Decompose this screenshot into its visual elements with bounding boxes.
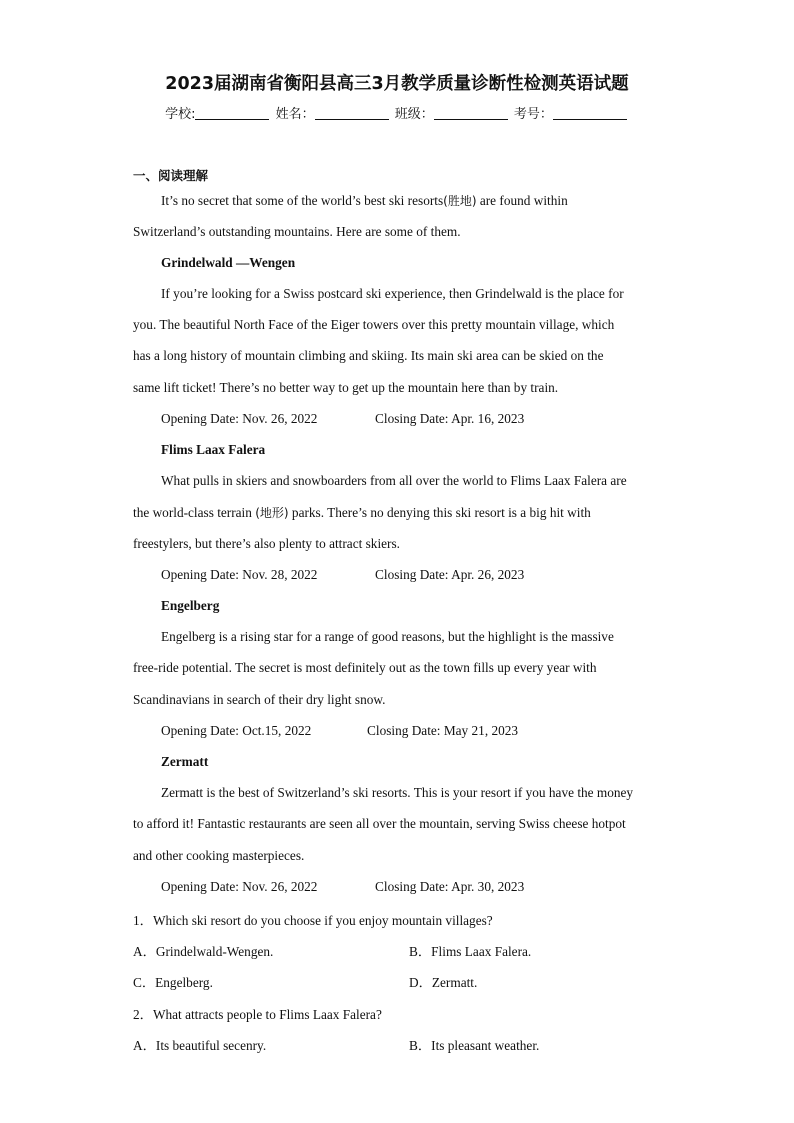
- class-label: 班级：: [394, 107, 434, 122]
- resort-text-line: What pulls in skiers and snowboarders from all over the world to Flims Laax Falera are: [161, 473, 627, 488]
- resort-heading: Flims Laax Falera: [161, 442, 266, 457]
- resort-text-line: If you’re looking for a Swiss postcard ski experience, then Grindelwald is the place for: [161, 286, 624, 301]
- opening-date: Opening Date: Nov. 26, 2022: [161, 411, 318, 426]
- exam-no-label: 考号：: [513, 107, 553, 122]
- resort-heading: Engelberg: [161, 598, 220, 613]
- resort-text-line: Zermatt is the best of Switzerland’s ski resorts. This is your resort if you have the money: [161, 785, 634, 800]
- intro-gloss: (胜地): [443, 194, 477, 208]
- resort-text-line: free-ride potential. The secret is most definitely out as the town fills up every year with: [133, 660, 597, 675]
- school-label: 学校:: [165, 107, 196, 122]
- resort-heading: Zermatt: [161, 754, 209, 769]
- resort-text-line: to afford it! Fantastic restaurants are seen all over the mountain, serving Swiss cheese hotpot: [133, 816, 626, 831]
- student-info-row: [0, 103, 794, 122]
- exam-no-blank[interactable]: [553, 107, 627, 120]
- resort-text-line: Scandinavians in search of their dry light snow.: [133, 692, 386, 707]
- page-title: 2023届湖南省衡阳县高三3月教学质量诊断性检测英语试题: [165, 74, 629, 94]
- resort-text-line: has a long history of mountain climbing and skiing. Its main ski area can be skied on the: [133, 348, 604, 363]
- name-blank[interactable]: [315, 107, 389, 120]
- resort-text-a: the world-class terrain: [133, 505, 256, 520]
- terrain-gloss: (地形): [255, 506, 289, 520]
- option-b[interactable]: B．Flims Laax Falera.: [409, 944, 532, 959]
- resort-text-line: you. The beautiful North Face of the Eiger towers over this pretty mountain village, which: [133, 317, 615, 332]
- option-a[interactable]: A．Its beautiful secenry.: [133, 1038, 267, 1053]
- intro-text-a: It’s no secret that some of the world’s best ski resorts: [161, 193, 444, 208]
- option-b[interactable]: B．Its pleasant weather.: [409, 1038, 540, 1053]
- opening-date: Opening Date: Nov. 26, 2022: [161, 879, 318, 894]
- resort-text-line: and other cooking masterpieces.: [133, 848, 305, 863]
- resort-text-line: [133, 504, 591, 521]
- resort-heading: Grindelwald —Wengen: [161, 255, 296, 270]
- intro-text-b: are found within: [476, 193, 568, 208]
- option-a[interactable]: A．Grindelwald-Wengen.: [133, 944, 274, 959]
- question-stem: 1．Which ski resort do you choose if you enjoy mountain villages?: [133, 913, 493, 928]
- closing-date: Closing Date: Apr. 16, 2023: [375, 411, 525, 426]
- resort-text-line: Engelberg is a rising star for a range of good reasons, but the highlight is the massive: [161, 629, 614, 644]
- class-blank[interactable]: [434, 107, 508, 120]
- opening-date: Opening Date: Oct.15, 2022: [161, 723, 312, 738]
- name-label: 姓名：: [275, 107, 315, 122]
- resort-text-b: parks. There’s no denying this ski resort is a big hit with: [288, 505, 591, 520]
- section-heading: 一、阅读理解: [133, 168, 209, 183]
- question-stem: 2．What attracts people to Flims Laax Falera?: [133, 1007, 382, 1022]
- opening-date: Opening Date: Nov. 28, 2022: [161, 567, 318, 582]
- resort-text-line: same lift ticket! There’s no better way to get up the mountain here than by train.: [133, 380, 559, 395]
- school-blank[interactable]: [195, 107, 269, 120]
- option-d[interactable]: D．Zermatt.: [409, 975, 478, 990]
- closing-date: Closing Date: Apr. 26, 2023: [375, 567, 525, 582]
- closing-date: Closing Date: Apr. 30, 2023: [375, 879, 525, 894]
- option-c[interactable]: C．Engelberg.: [133, 975, 213, 990]
- closing-date: Closing Date: May 21, 2023: [367, 723, 519, 738]
- resort-text-line: freestylers, but there’s also plenty to attract skiers.: [133, 536, 400, 551]
- intro-line-2: Switzerland’s outstanding mountains. Here are some of them.: [133, 224, 461, 239]
- intro-line-1: [161, 192, 568, 209]
